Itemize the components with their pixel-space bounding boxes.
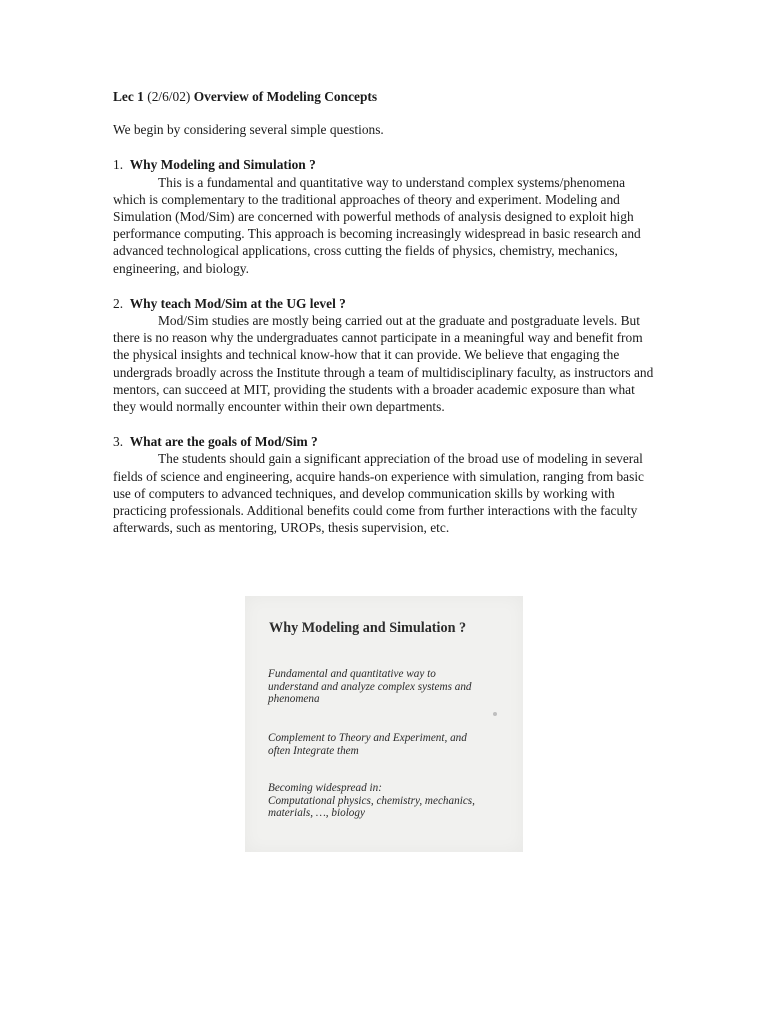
section-body: Mod/Sim studies are mostly being carried out at the graduate and postgraduate levels. But there is no reason why the undergraduates cannot participate in a meaningful way and benefit from the physical insights and technical know-how that it can provide. We believe that engaging the undergrads broadly across the Institute through a team of multidisciplinary faculty, as instructors and mentors, can succeed at MIT, providing the students with a broader academic exposure than what they would normally encounter within their own departments. — [113, 313, 654, 415]
section-goals — [113, 433, 661, 536]
slide-line: phenomena — [268, 693, 320, 706]
slide-line: Computational physics, chemistry, mechanics, — [268, 794, 475, 807]
section-title: What are the goals of Mod/Sim ? — [129, 434, 318, 450]
lecture-number: Lec 1 — [113, 89, 144, 104]
section-heading — [113, 156, 661, 173]
section-title: Why Modeling and Simulation ? — [129, 157, 316, 173]
section-body: This is a fundamental and quantitative way to understand complex systems/phenomena which is complementary to the traditional approaches of theory and experiment. Modeling and Simulation (Mod/Sim) are concerned with powerful methods of analysis designed to exploit high performance computing. This approach is becoming increasingly widespread in basic research and advanced technological applications, cross cutting the fields of physics, chemistry, mechanics, engineering, and biology. — [113, 174, 641, 276]
lecture-title: Overview of Modeling Concepts — [193, 89, 378, 104]
section-body: The students should gain a significant appreciation of the broad use of modeling in several fields of science and engineering, acquire hands-on experience with simulation, ranging from basic use of computers to advanced techniques, and develop communication skills by working with practicing professionals. Additional benefits could come from further interactions with the faculty afterwards, such as mentoring, UROPs, thesis supervision, etc. — [113, 451, 644, 536]
section-title: Why teach Mod/Sim at the UG level ? — [129, 295, 346, 311]
lecture-title-line — [113, 88, 661, 105]
section-number: 3. — [113, 434, 124, 450]
slide-point-complement — [268, 732, 513, 757]
section-why-modeling — [113, 156, 661, 276]
section-heading — [113, 295, 661, 312]
slide-line: materials, …, biology — [268, 807, 365, 820]
lecture-date: (2/6/02) — [147, 89, 191, 104]
intro-paragraph: We begin by considering several simple questions. — [113, 122, 384, 138]
slide-point-widespread — [268, 782, 513, 820]
slide-point-fundamental — [268, 668, 513, 706]
slide-line: often Integrate them — [268, 744, 359, 757]
slide-line: Becoming widespread in: — [268, 782, 382, 794]
slide-line: understand and analyze complex systems and — [268, 680, 472, 693]
section-number: 2. — [113, 295, 124, 311]
slide-line: Fundamental and quantitative way to — [268, 668, 436, 680]
section-why-teach — [113, 295, 661, 415]
slide-line: Complement to Theory and Experiment, and — [268, 732, 467, 744]
slide-title: Why Modeling and Simulation ? — [269, 620, 467, 636]
section-heading — [113, 433, 661, 450]
section-number: 1. — [113, 157, 124, 173]
document-page — [113, 88, 661, 554]
slide-figure — [245, 596, 523, 852]
slide-speck — [493, 712, 497, 716]
